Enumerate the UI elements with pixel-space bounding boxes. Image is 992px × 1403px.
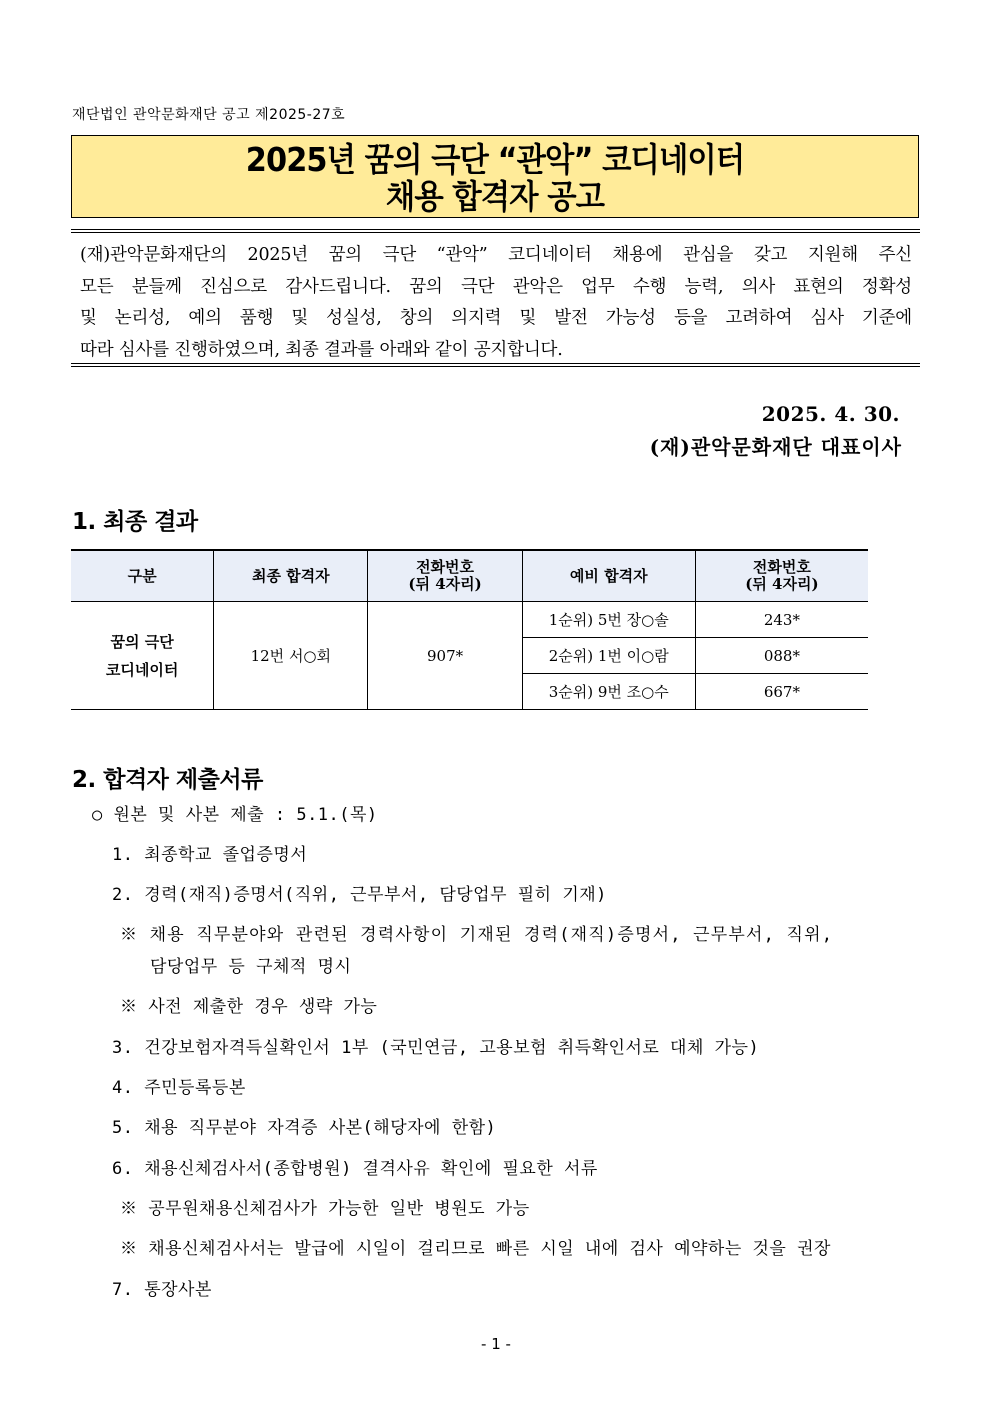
cell-reserve-name: 3순위) 9번 조○수: [522, 674, 695, 710]
cell-final-phone: 907*: [368, 602, 522, 710]
results-table: [71, 549, 868, 710]
signer: (재)관악문화재단 대표이사: [649, 435, 902, 459]
list-item: 4. 주민등록등본: [112, 1078, 246, 1098]
list-item: 6. 채용신체검사서(종합병원) 결격사유 확인에 필요한 서류: [112, 1159, 598, 1179]
cell-category: [71, 602, 214, 710]
header-final-candidate: 최종 합격자: [214, 550, 368, 602]
notice-number: 재단법인 관악문화재단 공고 제2025-27호: [72, 107, 346, 123]
intro-line: 및 논리성, 예의 품행 및 성실성, 창의 의지력 및 발전 가능성 등을 고려하여 심사 기준에: [80, 308, 912, 328]
submission-date: ○ 원본 및 사본 제출 : 5.1.(목): [92, 805, 378, 825]
section-heading-results: 1. 최종 결과: [72, 509, 198, 535]
header-phone-line2: (뒤 4자리): [408, 575, 482, 593]
list-item: 5. 채용 직무분야 자격증 사본(해당자에 한함): [112, 1118, 497, 1138]
table-header-row: [71, 550, 868, 602]
list-note-continued: 담당업무 등 구체적 명시: [150, 957, 352, 977]
intro-line: (재)관악문화재단의 2025년 꿈의 극단 “관악” 코디네이터 채용에 관심을 갖고 지원해 주신: [80, 245, 912, 265]
page-title-line2: 채용 합격자 공고: [385, 177, 605, 216]
intro-line: 따라 심사를 진행하였으며, 최종 결과를 아래와 같이 공지합니다.: [80, 339, 563, 360]
list-note: ※ 공무원채용신체검사가 가능한 일반 병원도 가능: [120, 1199, 530, 1219]
page-title-line1: 2025년 꿈의 극단 “관악” 코디네이터: [245, 140, 745, 179]
header-phone-line1: 전화번호: [752, 558, 811, 576]
divider-bottom: [71, 363, 920, 367]
list-item: 3. 건강보험자격득실확인서 1부 (국민연금, 고용보험 취득확인서로 대체 가능): [112, 1038, 760, 1058]
intro-paragraph: [80, 240, 912, 366]
header-reserve-phone: [695, 550, 868, 602]
cell-reserve-phone: 088*: [695, 638, 868, 674]
header-reserve-candidate: 예비 합격자: [522, 550, 695, 602]
category-line1: 꿈의 극단: [110, 632, 174, 651]
list-item: 2. 경력(재직)증명서(직위, 근무부서, 담당업무 필히 기재): [112, 885, 607, 905]
cell-reserve-phone: 667*: [695, 674, 868, 710]
intro-line: 모든 분들께 진심으로 감사드립니다. 꿈의 극단 관악은 업무 수행 능력, 의사 표현의 정확성: [80, 276, 912, 297]
list-note: ※ 채용 직무분야와 관련된 경력사항이 기재된 경력(재직)증명서, 근무부서, 직위,: [120, 925, 834, 945]
announcement-date: 2025. 4. 30.: [761, 402, 900, 426]
header-phone-line2: (뒤 4자리): [745, 575, 819, 593]
header-phone-line1: 전화번호: [416, 558, 475, 576]
category-line2: 코디네이터: [105, 660, 179, 679]
cell-reserve-phone: 243*: [695, 602, 868, 638]
cell-reserve-name: 2순위) 1번 이○람: [522, 638, 695, 674]
cell-reserve-name: 1순위) 5번 장○솔: [522, 602, 695, 638]
header-category: 구분: [71, 550, 214, 602]
list-item: 1. 최종학교 졸업증명서: [112, 845, 308, 865]
cell-final-candidate: 12번 서○회: [214, 602, 368, 710]
title-box: [71, 135, 919, 218]
list-note: ※ 채용신체검사서는 발급에 시일이 걸리므로 빠른 시일 내에 검사 예약하는 것을 권장: [120, 1239, 831, 1259]
list-item: 7. 통장사본: [112, 1280, 212, 1300]
page-number: - 1 -: [481, 1335, 511, 1353]
section-heading-documents: 2. 합격자 제출서류: [72, 767, 263, 793]
divider-top: [71, 229, 920, 233]
table-row: [71, 602, 868, 638]
list-note: ※ 사전 제출한 경우 생략 가능: [120, 997, 378, 1017]
header-final-phone: [368, 550, 522, 602]
